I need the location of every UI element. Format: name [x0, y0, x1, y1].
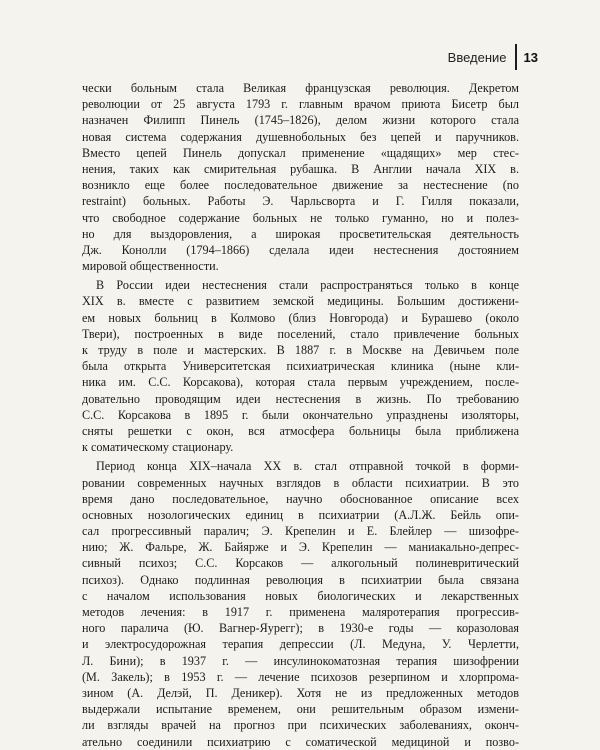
- text-line: что свободное содержание больных не только гуманно, но и полез-: [82, 210, 519, 225]
- text-line: возникло еще более последовательное движение за нестеснение (no: [82, 178, 519, 193]
- text-line: нения, таких как смирительная рубашка. В Англии начала XIX в.: [82, 161, 519, 176]
- paragraph: [82, 458, 519, 749]
- text-line: ного паралича (Ю. Вагнер-Яурегг); в 1930-е годы — коразоловая: [82, 621, 519, 636]
- paragraph: [82, 277, 519, 455]
- text-line: Дж. Конолли (1794–1866) сделала идеи нестеснения достоянием: [82, 242, 519, 257]
- text-line: психоз). Однако подлинная революция в психиатрии была связана: [82, 572, 519, 587]
- paragraph: [82, 80, 519, 274]
- text-line: мировой общественности.: [82, 259, 219, 274]
- text-line: сал прогрессивный паралич; Э. Крепелин и Е. Блейлер — шизофре-: [82, 524, 519, 539]
- text-line: Период конца XIX–начала XX в. стал отправной точкой в форми-: [96, 459, 519, 474]
- page-number: 13: [523, 49, 538, 65]
- text-line: сивный психоз; С.С. Корсаков — алкогольный полиневритический: [82, 556, 519, 571]
- text-line: Вместо цепей Пинель допускал применение «щадящих» мер стес-: [82, 145, 519, 160]
- section-title: Введение: [447, 49, 507, 65]
- header-divider: [515, 44, 517, 70]
- text-line: выдержали испытание временем, они решительным образом измени-: [82, 702, 519, 717]
- text-line: (М. Закель); в 1953 г. — лечение психозов резерпином и хлорпрома-: [82, 669, 519, 684]
- text-line: чески больным стала Великая французская революция. Декретом: [82, 81, 519, 95]
- text-line: ли взгляды врачей на прогноз при психических заболеваниях, оконч-: [82, 718, 519, 733]
- text-line: С.С. Корсакова в 1895 г. были окончательно упразднены изоляторы,: [82, 407, 519, 422]
- text-line: методов лечения: в 1917 г. применена маляротерапия прогрессив-: [82, 605, 519, 619]
- text-line: к соматическому стационару.: [82, 440, 234, 455]
- text-line: Л. Бини); в 1937 г. — инсулинокоматозная терапия шизофрении: [82, 653, 519, 668]
- text-line: ательно соединили психиатрию с соматической медициной и позво-: [82, 734, 519, 749]
- text-line: революции от 25 августа 1793 г. главным врачом приюта Бисетр был: [82, 97, 519, 112]
- text-line: новая система содержания душевнобольных без цепей и паручников.: [82, 129, 519, 144]
- text-line: и электросудорожная терапия депрессии (Л. Медуна, У. Черлетти,: [82, 637, 519, 652]
- text-line: В России идеи нестеснения стали распространяться только в конце: [96, 278, 519, 293]
- text-line: restraint) больных. Работы Э. Чарльсворта и Г. Гилля показали,: [82, 194, 519, 209]
- text-line: сняты решетки с окон, вся атмосфера больницы была приближена: [82, 423, 519, 438]
- text-line: ника им. С.С. Корсакова), которая стала первым учреждением, после-: [82, 375, 519, 390]
- text-line: ем новых больниц в Колмово (близ Новгорода) и Бурашево (около: [82, 310, 519, 325]
- body-text: [82, 80, 519, 750]
- text-line: с началом использования новых биологических и лекарственных: [82, 588, 519, 603]
- text-line: XIX в. вместе с развитием земской медицины. Большим достижени-: [82, 294, 519, 309]
- text-line: Твери), построенных в виде поселений, стало привлечение больных: [82, 326, 519, 341]
- running-head: [448, 44, 538, 70]
- text-line: назначен Филипп Пинель (1745–1826), делом жизни которого стала: [82, 113, 519, 128]
- text-line: ровании современных научных взглядов в области психиатрии. В это: [82, 475, 519, 490]
- text-line: к труду в поле и мастерских. В 1887 г. в Москве на Девичьем поле: [82, 343, 519, 357]
- text-line: время дано последовательное, научно обоснованное описание всех: [82, 491, 519, 506]
- text-line: но для выздоровления, а широкая просветительская деятельность: [82, 226, 519, 241]
- text-line: была открыта Университетская психиатрическая клиника (ныне кли-: [82, 359, 519, 374]
- text-line: нию; Ж. Фальре, Ж. Байярже и Э. Крепелин — маниакально-депрес-: [82, 540, 519, 555]
- text-line: зином (А. Делэй, П. Деникер). Хотя не из предложенных методов: [82, 685, 519, 700]
- text-line: довательно проводящим идеи нестеснения в жизнь. По требованию: [82, 391, 519, 406]
- text-line: основных нозологических единиц в психиатрии (А.Л.Ж. Бейль опи-: [82, 507, 519, 522]
